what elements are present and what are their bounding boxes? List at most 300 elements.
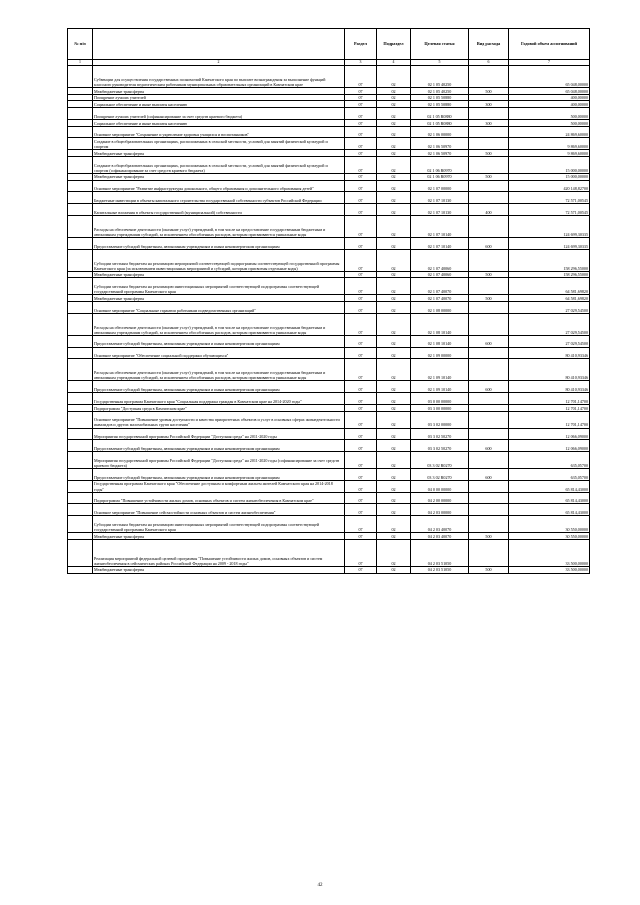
row-expense-type-cell [469,404,509,411]
table-row [68,237,590,249]
row-expense-type-cell [469,411,509,428]
row-name-cell: Основное мероприятие "Повышение сейсмостойкости основных объектов и систем жизнеобеспечения" [93,504,345,516]
row-name-cell: Межбюджетные трансферты [93,173,345,180]
row-expense-type-cell [469,192,509,204]
row-amount-cell: 15 000,00000 [509,156,590,173]
row-amount-cell: 9 869,60000 [509,138,590,150]
table-row [68,393,590,405]
row-section-cell: 07 [345,192,377,204]
table-row [68,347,590,359]
row-target-article-cell: 04 2 03 51050 [411,566,469,573]
row-section-cell: 07 [345,156,377,173]
row-expense-type-cell [469,347,509,359]
row-name-cell: Капитальные вложения в объекты государственной (муниципальной) собственности [93,204,345,216]
budget-table [67,28,590,574]
table-row [68,469,590,481]
row-amount-cell: 72 571,00545 [509,192,590,204]
table-row [68,278,590,295]
row-expense-type-cell [469,278,509,295]
row-expense-type-cell [469,301,509,313]
row-number-cell [68,173,93,180]
row-expense-type-cell: 500 [469,566,509,573]
row-amount-cell: 124 699,30335 [509,215,590,237]
table-row [68,428,590,440]
table-row [68,180,590,192]
row-amount-cell: 64 581,69820 [509,278,590,295]
row-name-cell: Межбюджетные трансферты [93,271,345,278]
table-row [68,156,590,173]
row-name-cell: Расходы на обеспечение деятельности (оказание услуг) учреждений, в том числе на предоставление государственным бюджетным и автономным учреждениям субсидий, за исключением обособленных расходов, которым присваиваются уникальные коды [93,313,345,335]
row-section-cell: 07 [345,119,377,126]
row-target-article-cell: 02 1 05 40250 [411,66,469,88]
row-amount-cell: 65 048,00000 [509,88,590,95]
row-target-article-cell: 03 3 02 00000 [411,411,469,428]
row-expense-type-cell [469,452,509,469]
row-target-article-cell: 02 1 09 10140 [411,359,469,381]
row-amount-cell: 15 000,00000 [509,173,590,180]
row-expense-type-cell [469,249,509,271]
row-name-cell: Расходы на обеспечение деятельности (оказание услуг) учреждений, в том числе на предоставление государственным бюджетным и автономным учреждениям субсидий, за исключением обособленных расходов, которым присваиваются уникальные коды [93,359,345,381]
row-number-cell [68,504,93,516]
row-number-cell [68,492,93,504]
row-target-article-cell: 04 2 03 40070 [411,533,469,540]
row-subsection-cell: 02 [377,480,411,492]
row-subsection-cell: 02 [377,440,411,452]
header-number: № п/п [68,29,93,60]
row-amount-cell: 65 814,43000 [509,480,590,492]
row-subsection-cell: 02 [377,504,411,516]
row-subsection-cell: 02 [377,119,411,126]
row-number-cell [68,156,93,173]
row-subsection-cell: 02 [377,173,411,180]
row-amount-cell: 30 550,00000 [509,533,590,540]
table-row [68,411,590,428]
row-number-cell [68,215,93,237]
row-section-cell: 07 [345,566,377,573]
row-section-cell: 07 [345,428,377,440]
row-number-cell [68,566,93,573]
header-target-article: Целевая статья [411,29,469,60]
row-number-cell [68,119,93,126]
row-amount-cell: 500,00000 [509,108,590,120]
row-target-article-cell: 02 1 07 10130 [411,204,469,216]
row-section-cell: 07 [345,404,377,411]
row-amount-cell: 65 814,43000 [509,504,590,516]
table-row [68,504,590,516]
row-amount-cell: 9 869,60000 [509,150,590,157]
column-number: 4 [377,60,411,66]
row-name-cell: Государственная программа Камчатского края "Обеспечение доступным и комфортным жильем жителей Камчатского края на 2014-2018 годы" [93,480,345,492]
row-number-cell [68,101,93,108]
row-expense-type-cell: 600 [469,237,509,249]
row-name-cell: Основное мероприятие "Сохранение и укрепление здоровья учащихся и воспитанников" [93,126,345,138]
row-amount-cell: 635,05700 [509,452,590,469]
row-subsection-cell: 02 [377,347,411,359]
row-name-cell: Государственная программа Камчатского края "Социальная поддержка граждан в Камчатском крае на 2014-2020 годы" [93,393,345,405]
row-amount-cell: 30 550,00000 [509,516,590,533]
table-row [68,440,590,452]
row-target-article-cell: 03 3 02 50270 [411,440,469,452]
table-row [68,492,590,504]
row-name-cell: Основное мероприятие "Развитие инфраструктуры дошкольного, общего образования и дополнительного образования детей" [93,180,345,192]
row-amount-cell: 80 410,93346 [509,359,590,381]
row-amount-cell: 27 029,54500 [509,301,590,313]
row-target-article-cell: 02 1 07 40060 [411,271,469,278]
row-subsection-cell: 02 [377,359,411,381]
table-row [68,150,590,157]
row-target-article-cell: 02 1 07 40070 [411,295,469,302]
row-subsection-cell: 02 [377,88,411,95]
row-name-cell: Предоставление субсидий бюджетным, автономным учреждениям и иным некоммерческим организациям [93,381,345,393]
row-amount-cell: 33 500,00000 [509,566,590,573]
row-section-cell: 07 [345,381,377,393]
table-row [68,480,590,492]
row-expense-type-cell [469,313,509,335]
table-header-row [68,29,590,60]
row-subsection-cell: 02 [377,411,411,428]
row-expense-type-cell [469,539,509,566]
row-name-cell: Предоставление субсидий бюджетным, автономным учреждениям и иным некоммерческим организациям [93,440,345,452]
table-row [68,301,590,313]
row-name-cell: Межбюджетные трансферты [93,88,345,95]
table-row [68,533,590,540]
row-section-cell: 07 [345,533,377,540]
table-row [68,516,590,533]
row-name-cell: Основное мероприятие "Обеспечение социальной поддержки обучающихся" [93,347,345,359]
row-amount-cell: 27 029,54500 [509,313,590,335]
row-amount-cell: 420 148,82700 [509,180,590,192]
table-row [68,108,590,120]
column-number: 5 [411,60,469,66]
row-section-cell: 07 [345,539,377,566]
row-expense-type-cell [469,66,509,88]
row-name-cell: Создание в общеобразовательных организациях, расположенных в сельской местности, условий для занятий физической культурой и спортом (софинансирование за счет средств краевого бюджета) [93,156,345,173]
row-target-article-cell: 02 1 09 10140 [411,381,469,393]
row-amount-cell: 12 701,14700 [509,404,590,411]
row-number-cell [68,440,93,452]
row-number-cell [68,249,93,271]
row-target-article-cell: 02 1 07 00000 [411,180,469,192]
row-section-cell: 07 [345,359,377,381]
row-target-article-cell: 02 1 07 40070 [411,278,469,295]
row-number-cell [68,94,93,101]
row-name-cell: Предоставление субсидий бюджетным, автономным учреждениям и иным некоммерческим организациям [93,335,345,347]
row-number-cell [68,278,93,295]
row-expense-type-cell [469,480,509,492]
row-amount-cell: 27 029,54500 [509,335,590,347]
row-subsection-cell: 02 [377,126,411,138]
row-subsection-cell: 02 [377,192,411,204]
row-target-article-cell: 02 1 06 50970 [411,138,469,150]
table-row [68,66,590,88]
row-expense-type-cell: 500 [469,150,509,157]
row-number-cell [68,180,93,192]
row-target-article-cell: 02 1 07 40060 [411,249,469,271]
table-row [68,271,590,278]
row-number-cell [68,295,93,302]
header-name [93,29,345,60]
row-name-cell: Социальное обеспечение и иные выплаты населению [93,101,345,108]
header-annual-volume: Годовой объем ассигнований [509,29,590,60]
row-number-cell [68,381,93,393]
row-expense-type-cell [469,393,509,405]
row-name-cell: Создание в общеобразовательных организациях, расположенных в сельской местности, условий для занятий физической культурой и спортом [93,138,345,150]
row-name-cell: Основное мероприятие "Социальные гарантии работникам подведомственных организаций" [93,301,345,313]
row-section-cell: 07 [345,335,377,347]
row-subsection-cell: 02 [377,237,411,249]
row-target-article-cell: 02 1 09 00000 [411,347,469,359]
row-section-cell: 07 [345,126,377,138]
row-name-cell: Социальное обеспечение и иные выплаты населению [93,119,345,126]
table-row [68,295,590,302]
table-row [68,452,590,469]
row-subsection-cell: 02 [377,150,411,157]
row-section-cell: 07 [345,66,377,88]
row-number-cell [68,88,93,95]
row-number-cell [68,335,93,347]
row-name-cell: Предоставление субсидий бюджетным, автономным учреждениям и иным некоммерческим организациям [93,237,345,249]
row-section-cell: 07 [345,295,377,302]
row-target-article-cell: 04 2 03 00000 [411,504,469,516]
table-row [68,404,590,411]
budget-table-sheet [67,28,589,574]
row-section-cell: 07 [345,452,377,469]
row-name-cell: Межбюджетные трансферты [93,150,345,157]
row-name-cell: Расходы на обеспечение деятельности (оказание услуг) учреждений, в том числе на предоставление государственным бюджетным и автономным учреждениям субсидий, за исключением обособленных расходов, которым присваиваются уникальные коды [93,215,345,237]
table-row [68,539,590,566]
row-target-article-cell: 02 1 06 00000 [411,126,469,138]
row-number-cell [68,301,93,313]
row-expense-type-cell [469,504,509,516]
row-number-cell [68,237,93,249]
row-expense-type-cell [469,126,509,138]
row-section-cell: 07 [345,101,377,108]
row-number-cell [68,533,93,540]
row-subsection-cell: 02 [377,492,411,504]
row-target-article-cell: 02 1 08 10140 [411,335,469,347]
row-expense-type-cell: 400 [469,204,509,216]
row-amount-cell: 24 869,60000 [509,126,590,138]
row-expense-type-cell [469,215,509,237]
row-section-cell: 07 [345,347,377,359]
row-target-article-cell: 03 3 00 00000 [411,404,469,411]
row-subsection-cell: 02 [377,156,411,173]
table-row [68,94,590,101]
row-section-cell: 07 [345,215,377,237]
table-row [68,249,590,271]
row-amount-cell: 72 571,00545 [509,204,590,216]
row-amount-cell: 33 500,00000 [509,539,590,566]
row-subsection-cell: 02 [377,215,411,237]
row-subsection-cell: 02 [377,313,411,335]
row-section-cell: 07 [345,173,377,180]
column-number: 3 [345,60,377,66]
row-amount-cell: 12 701,14700 [509,393,590,405]
row-section-cell: 07 [345,480,377,492]
row-target-article-cell: 02 1 06 50970 [411,150,469,157]
row-section-cell: 07 [345,150,377,157]
row-number-cell [68,469,93,481]
row-subsection-cell: 02 [377,516,411,533]
row-name-cell: Предоставление субсидий бюджетным, автономным учреждениям и иным некоммерческим организациям [93,469,345,481]
row-target-article-cell: 02 1 07 10140 [411,237,469,249]
header-section: Раздел [345,29,377,60]
column-number: 6 [469,60,509,66]
row-number-cell [68,150,93,157]
row-name-cell: Бюджетные инвестиции в объекты капитального строительства государственной собственности субъектов Российской Федерации [93,192,345,204]
row-expense-type-cell [469,428,509,440]
row-name-cell: Поощрение лучших учителей [93,94,345,101]
row-amount-cell: 500,00000 [509,119,590,126]
row-section-cell: 07 [345,94,377,101]
row-subsection-cell: 02 [377,404,411,411]
row-subsection-cell: 02 [377,301,411,313]
row-number-cell [68,404,93,411]
row-section-cell: 07 [345,180,377,192]
table-row [68,381,590,393]
column-number: 2 [93,60,345,66]
row-subsection-cell: 02 [377,108,411,120]
row-amount-cell: 64 581,69820 [509,295,590,302]
row-target-article-cell: 04 2 03 40070 [411,516,469,533]
row-section-cell: 07 [345,516,377,533]
row-expense-type-cell: 500 [469,173,509,180]
table-row [68,88,590,95]
row-name-cell: Субсидии местным бюджетам на реализацию инвестиционных мероприятий соответствующей подпрограммы соответствующей государственной программы Камчатского края [93,278,345,295]
row-subsection-cell: 02 [377,428,411,440]
row-target-article-cell: 02 1 05 50880 [411,101,469,108]
column-number: 1 [68,60,93,66]
row-target-article-cell: 03 3 02 50270 [411,428,469,440]
row-number-cell [68,359,93,381]
row-section-cell: 07 [345,313,377,335]
table-row [68,313,590,335]
table-row [68,192,590,204]
row-number-cell [68,411,93,428]
row-amount-cell: 158 296,55000 [509,249,590,271]
row-expense-type-cell [469,138,509,150]
row-amount-cell: 12 066,09000 [509,440,590,452]
table-row [68,335,590,347]
row-number-cell [68,271,93,278]
row-target-article-cell: 02 1 07 10130 [411,192,469,204]
row-expense-type-cell: 600 [469,469,509,481]
row-target-article-cell: 03 3 02 R0270 [411,469,469,481]
row-subsection-cell: 02 [377,452,411,469]
row-subsection-cell: 02 [377,566,411,573]
row-target-article-cell: 03 3 02 R0270 [411,452,469,469]
row-subsection-cell: 02 [377,204,411,216]
row-amount-cell: 12 066,09000 [509,428,590,440]
row-number-cell [68,126,93,138]
table-row [68,138,590,150]
row-amount-cell: 400,00000 [509,101,590,108]
row-subsection-cell: 02 [377,278,411,295]
row-target-article-cell: 02 1 05 40250 [411,88,469,95]
row-name-cell: Реализация мероприятий федеральной целевой программы "Повышение устойчивости жилых домов, основных объектов и систем жизнеобеспечения в сейсмических районах Российской Федерации на 2009 - 2018 годы" [93,539,345,566]
row-name-cell: Основное мероприятие "Повышение уровня доступности и качества приоритетных объектов и услуг в основных сферах жизнедеятельности инвалидов и других маломобильных групп населения" [93,411,345,428]
row-name-cell: Мероприятия государственной программы Российской Федерации "Доступная среда" на 2011-2020 годы [93,428,345,440]
row-subsection-cell: 02 [377,539,411,566]
table-row [68,126,590,138]
row-number-cell [68,108,93,120]
row-name-cell: Субвенции для осуществления государственных полномочий Камчатского края по выплате вознаграждения за выполнение функций классного руководителя педагогическим работникам муниципальных образовательных организаций в Камчатском крае [93,66,345,88]
row-expense-type-cell [469,516,509,533]
row-number-cell [68,66,93,88]
row-number-cell [68,204,93,216]
row-target-article-cell: 04 0 00 00000 [411,480,469,492]
row-number-cell [68,428,93,440]
row-target-article-cell: 02 1 05 R0880 [411,119,469,126]
row-section-cell: 07 [345,249,377,271]
row-target-article-cell: 02 1 08 00000 [411,301,469,313]
row-subsection-cell: 02 [377,533,411,540]
row-amount-cell: 12 701,14700 [509,411,590,428]
row-name-cell: Субсидии местным бюджетам на реализацию инвестиционных мероприятий соответствующей подпрограммы соответствующей государственной программы Камчатского края [93,516,345,533]
row-section-cell: 07 [345,88,377,95]
row-expense-type-cell [469,359,509,381]
row-number-cell [68,347,93,359]
row-target-article-cell: 02 1 05 R0880 [411,108,469,120]
row-expense-type-cell [469,94,509,101]
row-amount-cell: 124 699,30335 [509,237,590,249]
row-subsection-cell: 02 [377,393,411,405]
table-row [68,101,590,108]
page-number: 42 [317,883,323,888]
row-number-cell [68,452,93,469]
row-section-cell: 07 [345,393,377,405]
column-number: 7 [509,60,590,66]
row-subsection-cell: 02 [377,66,411,88]
row-expense-type-cell: 600 [469,440,509,452]
row-expense-type-cell: 300 [469,119,509,126]
row-subsection-cell: 02 [377,295,411,302]
table-row [68,566,590,573]
row-expense-type-cell [469,492,509,504]
row-number-cell [68,480,93,492]
table-row [68,215,590,237]
row-expense-type-cell [469,156,509,173]
row-name-cell: Подпрограмма "Доступная среда в Камчатском крае" [93,404,345,411]
table-row [68,359,590,381]
row-subsection-cell: 02 [377,94,411,101]
row-name-cell: Субсидии местным бюджетам на реализацию мероприятий соответствующей подпрограммы соответствующей государственной программы Камчатского края (за исключением инвестиционных мероприятий и субсидий, которым присвоены отдельные коды) [93,249,345,271]
row-name-cell: Подпрограмма "Повышение устойчивости жилых домов, основных объектов и систем жизнеобеспечения в Камчатском крае" [93,492,345,504]
row-subsection-cell: 02 [377,381,411,393]
row-amount-cell: 80 410,93346 [509,347,590,359]
row-expense-type-cell [469,108,509,120]
row-amount-cell: 635,05700 [509,469,590,481]
row-expense-type-cell: 500 [469,533,509,540]
row-expense-type-cell: 500 [469,88,509,95]
row-name-cell: Межбюджетные трансферты [93,566,345,573]
row-section-cell: 07 [345,411,377,428]
row-amount-cell: 158 296,55000 [509,271,590,278]
row-section-cell: 07 [345,440,377,452]
row-name-cell: Межбюджетные трансферты [93,295,345,302]
row-name-cell: Межбюджетные трансферты [93,533,345,540]
table-row [68,173,590,180]
row-target-article-cell: 02 1 08 10140 [411,313,469,335]
row-name-cell: Поощрение лучших учителей (софинансирование за счет средств краевого бюджета) [93,108,345,120]
row-section-cell: 07 [345,504,377,516]
row-section-cell: 07 [345,278,377,295]
row-section-cell: 07 [345,237,377,249]
row-target-article-cell: 02 1 06 R0970 [411,173,469,180]
row-expense-type-cell: 600 [469,381,509,393]
row-number-cell [68,516,93,533]
row-target-article-cell: 02 1 07 10140 [411,215,469,237]
